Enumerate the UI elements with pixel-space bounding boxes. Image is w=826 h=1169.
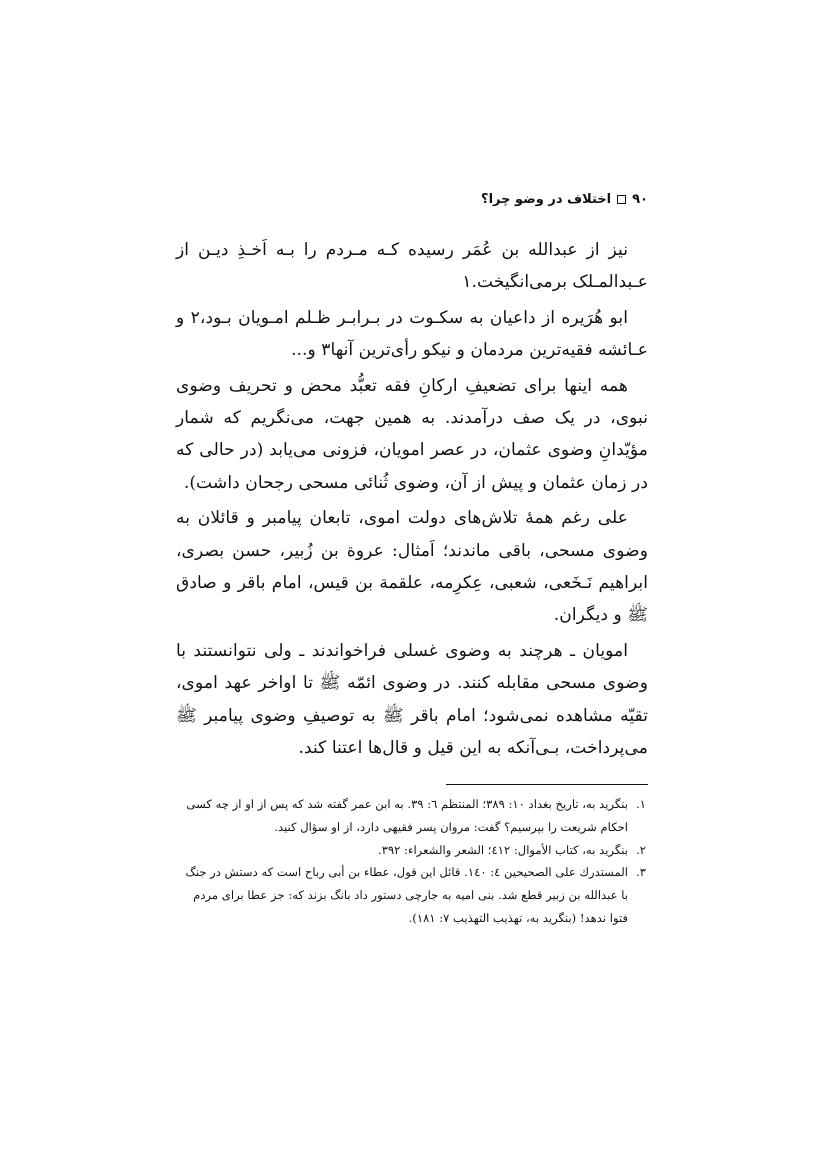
- footnote-divider: [446, 784, 648, 785]
- footnote-number: ۲.: [636, 842, 646, 857]
- footnote-text: المستدرك علی الصحیحین ٤: ۱٤۰. قائل این قول، عطاء بن أبی رباح است که دستش در جنگ با عبدالله بن زبیر قطع شد. بنی امیه به جارچی دستور داد بانگ بزند که: جز عطا برای مردم فتوا ندهد! (بنگرید به، تهذیب التهذیب ۷: ۱۸۱).: [185, 865, 628, 925]
- paragraph: نیز از عبدالله بن عُمَر رسیده کـه مـردم را بـه اَخـذِ دیـن از عـبدالمـلک برمی‌انگیخت.۱: [176, 240, 648, 293]
- paragraph: ابو هُرَیره از داعیان به سکـوت در بـرابـر ظـلم امـویان بـود،۲ و عـائشه فقیه‌ترین مردمان و نیکو رأی‌ترین آنها۳ و...: [176, 307, 648, 361]
- footnotes: [176, 793, 648, 930]
- footnote-number: ۱.: [636, 797, 646, 811]
- footnote: [176, 861, 648, 929]
- paragraph: علی رغم همهٔ تلاش‌های دولت اموی، تابعان پیامبر و قائلان به وضوی مسحی، باقی ماندند؛ اَمثال: عروة بن زُبیر، حسن بصری، ابراهیم نَـخَعی، شعبی، عِکرِمه، علقمة بن قیس، امام باقر و صادق ﷺ و دیگران.: [176, 508, 648, 626]
- footnote: [176, 839, 648, 862]
- footnote-number: ۳.: [636, 865, 646, 880]
- square-bullet-icon: [617, 195, 626, 204]
- footnote-text: بنگرید به، تاریخ بغداد ۱۰: ۳۸۹؛ المنتظم ٦: ۳۹. به ابن عمر گفته شد که پس از او از چه کسی احکام شریعت را بپرسیم؟ گفت: مروان پسر فقیهی دارد، از او سؤال کنید.: [186, 797, 628, 834]
- running-header: [178, 192, 648, 207]
- paragraph: امویان ـ هرچند به وضوی غسلی فراخواندند ـ ولی نتوانستند با وضوی مسحی مقابله کنند. در وضوی ائمّه ﷺ تا اواخر عهد اموی، تقیّه مشاهده نمی‌شود؛ امام باقر ﷺ به توصیفِ وضوی پیامبر ﷺ می‌پرداخت، بـی‌آنکه به این قیل و قال‌ها اعتنا کند.: [176, 640, 648, 759]
- paragraph: همه اینها برای تضعیفِ ارکانِ فقه تعبُّد محض و تحریف وضوی نبوی، در یک صف درآمدند. به همین جهت، می‌نگریم که شمار مؤیّدانِ وضوی عثمان، در عصر امویان، فزونی می‌یابد (در حالی که در زمان عثمان و پیش از آن، وضوی ثُنائی مسحی رجحان داشت).: [176, 375, 648, 493]
- footnote: [176, 793, 648, 839]
- main-text: [176, 234, 648, 768]
- page-number: ۹۰: [632, 192, 648, 207]
- running-title: اختلاف در وضو چرا؟: [481, 192, 612, 207]
- footnote-text: بنگرید به، کتاب الأموال: ٤۱۲؛ الشعر والشعراء: ۳۹۲.: [378, 842, 628, 857]
